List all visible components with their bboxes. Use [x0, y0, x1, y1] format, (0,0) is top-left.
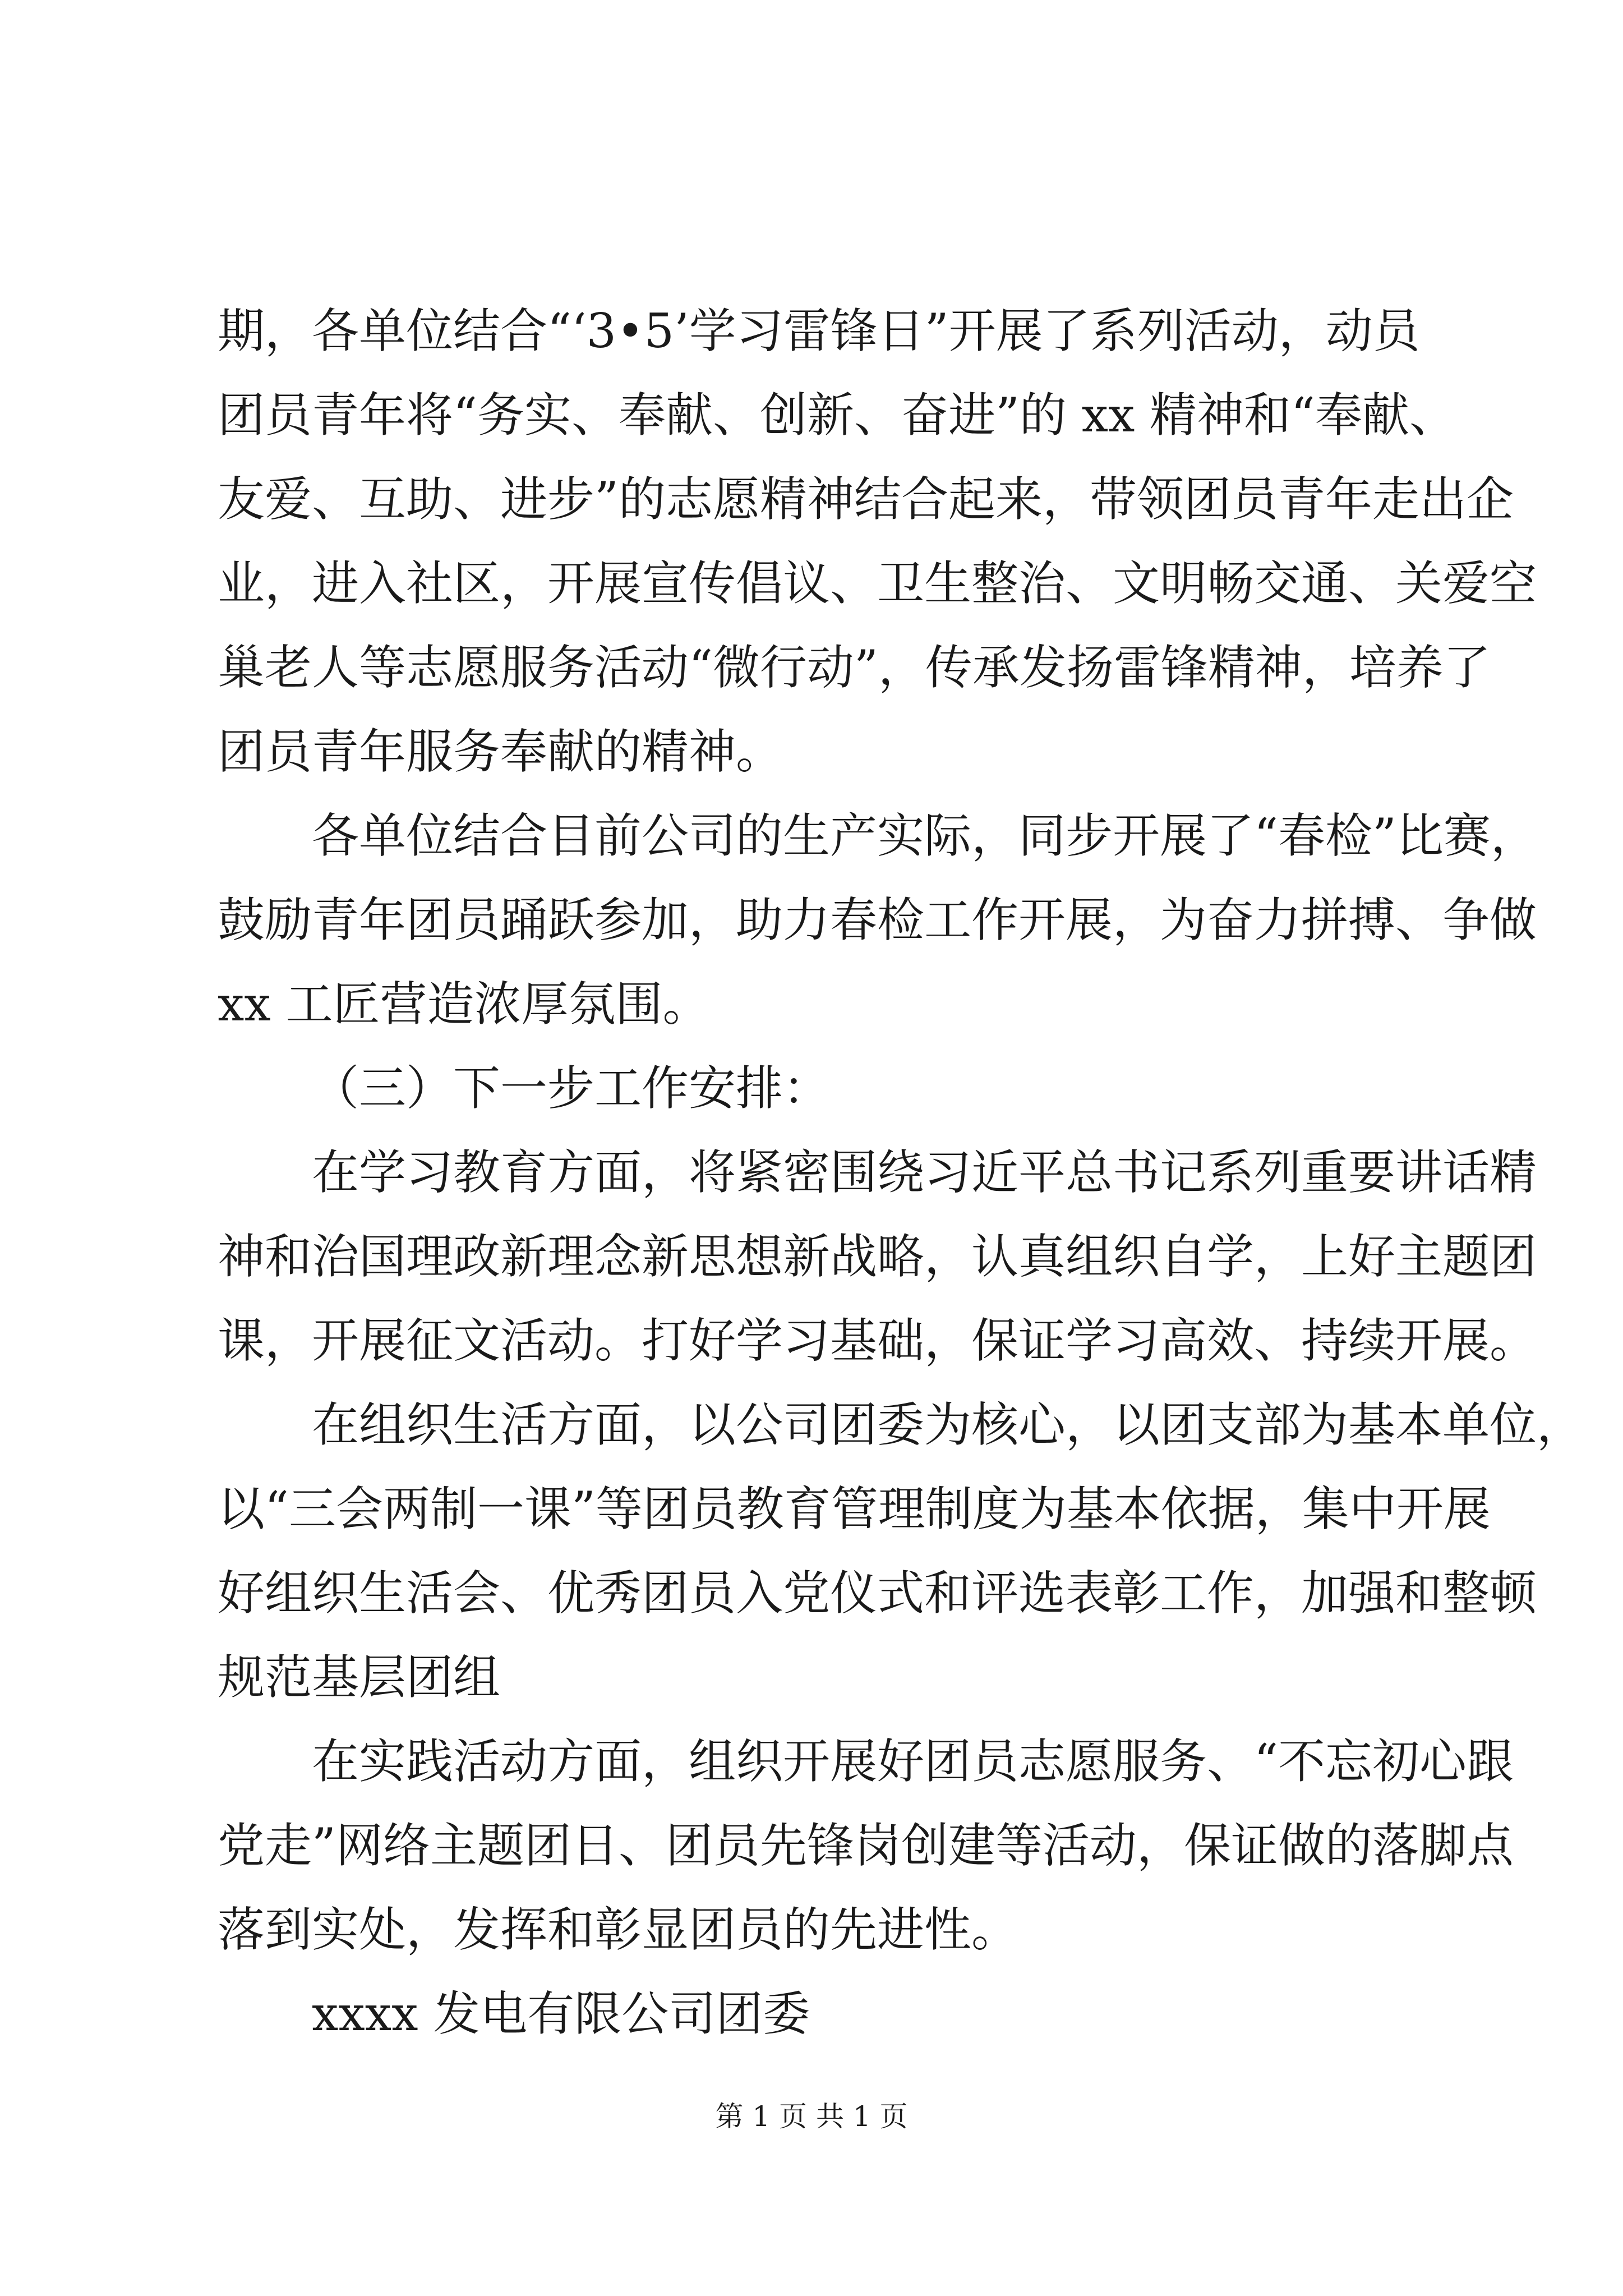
paragraph	[218, 794, 1538, 1046]
page-number-footer: 第 1 页 共 1 页	[715, 2100, 908, 2133]
text-line: 巢老人等志愿服务活动“微行动”，传承发扬雷锋精神，培养了	[218, 640, 1491, 695]
text-line: （三）下一步工作安排：	[312, 1061, 831, 1116]
text-line: 课，开展征文活动。打好学习基础，保证学习高效、持续开展。	[218, 1313, 1537, 1368]
text-line: 鼓励青年团员踊跃参加，助力春检工作开展，为奋力拼搏、争做	[218, 892, 1537, 947]
section-heading	[218, 1046, 1423, 1130]
text-line: 团员青年将“务实、奉献、创新、奋进”的 xx 精神和“奉献、	[218, 388, 1456, 443]
paragraph	[218, 1383, 1584, 1719]
text-line: 业，进入社区，开展宣传倡议、卫生整治、文明畅交通、关爱空	[218, 556, 1537, 611]
paragraph	[218, 1130, 1537, 1383]
text-line: 友爱、互助、进步”的志愿精神结合起来，带领团员青年走出企	[218, 472, 1514, 527]
text-line: 各单位结合目前公司的生产实际，同步开展了“春检”比赛，	[312, 808, 1538, 863]
text-line: 期，各单位结合“‘3•5’学习雷锋日”开展了系列活动，动员	[218, 303, 1420, 358]
signature	[218, 1972, 1423, 2056]
text-line: 神和治国理政新理念新思想新战略，认真组织自学，上好主题团	[218, 1229, 1537, 1284]
text-line: 党走”网络主题团日、团员先锋岗创建等活动，保证做的落脚点	[218, 1818, 1514, 1873]
paragraph	[218, 1719, 1514, 1972]
text-line: 规范基层团组	[218, 1650, 501, 1705]
text-line: 在组织生活方面，以公司团委为核心，以团支部为基本单位，	[312, 1397, 1584, 1452]
text-line: 在学习教育方面，将紧密围绕习近平总书记系列重要讲话精	[312, 1145, 1537, 1200]
document-body	[218, 289, 1584, 2056]
text-line: xx 工匠营造浓厚氛围。	[218, 977, 710, 1032]
text-line: 以“三会两制一课”等团员教育管理制度为基本依据，集中开展	[218, 1481, 1491, 1536]
text-line: 团员青年服务奉献的精神。	[218, 724, 783, 779]
signature-line: xxxx 发电有限公司团委	[312, 1986, 810, 2041]
text-line: 落到实处，发挥和彰显团员的先进性。	[218, 1902, 1019, 1957]
text-line: 在实践活动方面，组织开展好团员志愿服务、“不忘初心跟	[312, 1734, 1514, 1789]
text-line: 好组织生活会、优秀团员入党仪式和评选表彰工作，加强和整顿	[218, 1566, 1537, 1621]
paragraph	[218, 289, 1537, 794]
